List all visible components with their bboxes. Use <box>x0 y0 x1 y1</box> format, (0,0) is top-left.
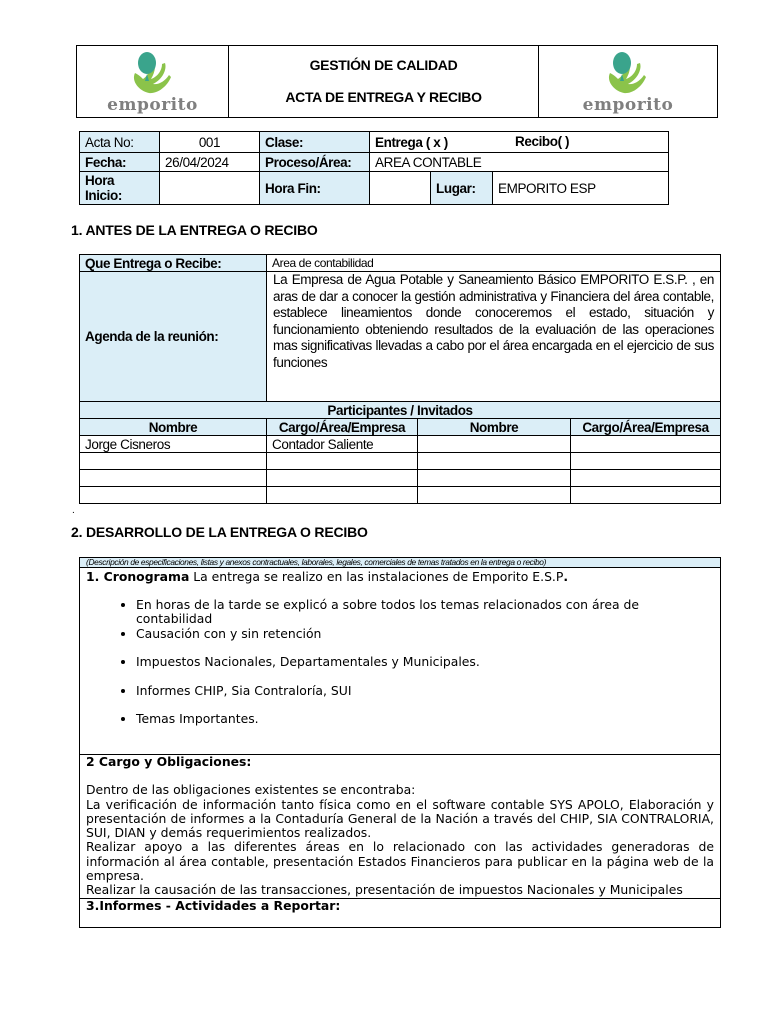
hora-inicio-value <box>160 172 260 205</box>
table-cell: Jorge Cisneros <box>80 436 267 453</box>
acta-label: Acta No: <box>80 132 160 153</box>
hora-fin-value <box>370 172 431 205</box>
table-row <box>80 487 721 504</box>
table-cell <box>418 436 571 453</box>
acta-value: 001 <box>160 132 260 153</box>
table-row <box>80 436 721 453</box>
logo-right <box>539 46 718 118</box>
logo-wordmark: emporito <box>582 94 674 115</box>
header-title-cell <box>229 46 539 118</box>
table-cell <box>267 487 418 504</box>
hora-inicio-label <box>80 172 160 205</box>
cargo-cell <box>80 755 721 899</box>
section2-description: (Descripción de especificaciones, listas y anexos contractuales, laborales, legales, comerciales de temas tratados en la entrega o recibo) <box>80 558 721 568</box>
cronograma-heading: 1. Cronograma <box>86 569 190 584</box>
hora-inicio-label-line2: Inicio: <box>85 188 122 203</box>
proceso-value: AREA CONTABLE <box>370 153 669 172</box>
table-cell <box>418 487 571 504</box>
entrega-option: Entrega ( x ) <box>375 134 448 150</box>
cronograma-end: . <box>563 569 569 584</box>
table-cell <box>267 453 418 470</box>
column-header: Cargo/Área/Empresa <box>267 419 418 436</box>
cronograma-list <box>86 598 714 741</box>
agenda-text: La Empresa de Agua Potable y Saneamiento Básico EMPORITO E.S.P. , en aras de dar a conocer la gestión administrativa y Financiera del área contable, establece lineamientos donde conoceremos el estado, situación y funcionamiento obteniendo resultados de la evaluación de las operaciones mas significativas llevadas a cabo por el área encargada en el ejercicio de sus funciones <box>267 272 721 402</box>
participants-title: Participantes / Invitados <box>80 402 721 419</box>
lugar-label: Lugar: <box>431 172 493 205</box>
header-table <box>76 45 718 118</box>
section1-table <box>79 254 721 504</box>
logo-left <box>77 46 229 118</box>
table-cell <box>571 487 721 504</box>
column-header: Nombre <box>418 419 571 436</box>
table-row <box>80 453 721 470</box>
table-cell <box>267 470 418 487</box>
table-cell: Contador Saliente <box>267 436 418 453</box>
que-entrega-label: Que Entrega o Recibe: <box>80 255 267 272</box>
list-item: • Impuestos Nacionales, Departamentales y Municipales. <box>136 655 714 684</box>
agenda-label: Agenda de la reunión: <box>80 272 267 402</box>
cargo-heading: 2 Cargo y Obligaciones: <box>86 754 252 769</box>
cronograma-text: La entrega se realizo en las instalaciones de Emporito E.S.P <box>189 569 564 584</box>
table-cell <box>418 470 571 487</box>
column-header: Cargo/Área/Empresa <box>571 419 721 436</box>
column-header: Nombre <box>80 419 267 436</box>
balloon-hand-icon <box>598 51 658 99</box>
table-cell <box>80 470 267 487</box>
document-title: GESTIÓN DE CALIDAD <box>309 57 458 73</box>
recibo-option: Recibo( ) <box>515 134 570 149</box>
table-cell <box>80 487 267 504</box>
proceso-label: Proceso/Área: <box>260 153 370 172</box>
participants-header-row <box>80 419 721 436</box>
cargo-paragraph: La verificación de información tanto física como en el software contable SYS APOLO, Elaboración y presentación de informes a la Contaduría General de la Nación a través del CHIP, SIA CONTRALORIA, SUI, DIAN y demás requerimientos realizados. <box>86 796 714 841</box>
table-cell <box>418 453 571 470</box>
section1-title: 1. ANTES DE LA ENTREGA O RECIBO <box>71 222 318 238</box>
clase-value <box>370 132 669 153</box>
fecha-value: 26/04/2024 <box>160 153 260 172</box>
table-cell <box>571 470 721 487</box>
table-cell <box>571 436 721 453</box>
fecha-label: Fecha: <box>80 153 160 172</box>
clase-label: Clase: <box>260 132 370 153</box>
list-item: • En horas de la tarde se explicó a sobre todos los temas relacionados con área de contabilidad <box>136 598 714 627</box>
cargo-intro: Dentro de las obligaciones existentes se encontraba: <box>86 782 416 798</box>
list-item: • Informes CHIP, Sia Contraloría, SUI <box>136 684 714 713</box>
lugar-value: EMPORITO ESP <box>493 172 669 205</box>
list-item: • Temas Importantes. <box>136 712 714 741</box>
section2-table <box>79 557 721 928</box>
section2-title: 2. DESARROLLO DE LA ENTREGA O RECIBO <box>71 524 368 540</box>
table-cell <box>571 453 721 470</box>
hora-fin-label: Hora Fin: <box>260 172 370 205</box>
info-table <box>79 131 669 205</box>
hora-inicio-label-line1: Hora <box>85 173 115 188</box>
logo-wordmark: emporito <box>107 94 198 115</box>
document-subtitle: ACTA DE ENTREGA Y RECIBO <box>285 89 482 105</box>
informes-heading: 3.Informes - Actividades a Reportar: <box>80 898 721 927</box>
que-entrega-value: Area de contabilidad <box>267 255 721 272</box>
cargo-paragraph: Realizar la causación de las transacciones, presentación de impuestos Nacionales y Municipales <box>86 882 683 898</box>
balloon-hand-icon <box>123 51 183 99</box>
table-row <box>80 470 721 487</box>
cronograma-line <box>86 570 714 584</box>
cargo-paragraph: Realizar apoyo a las diferentes áreas en lo relacionado con las actividades generadoras de información al área contable, presentación Estados Financieros para publicar en la página web de la empresa. <box>86 839 714 884</box>
cronograma-cell <box>80 568 721 755</box>
table-cell <box>80 453 267 470</box>
stray-dot: . <box>72 505 75 516</box>
list-item: • Causación con y sin retención <box>136 627 714 656</box>
